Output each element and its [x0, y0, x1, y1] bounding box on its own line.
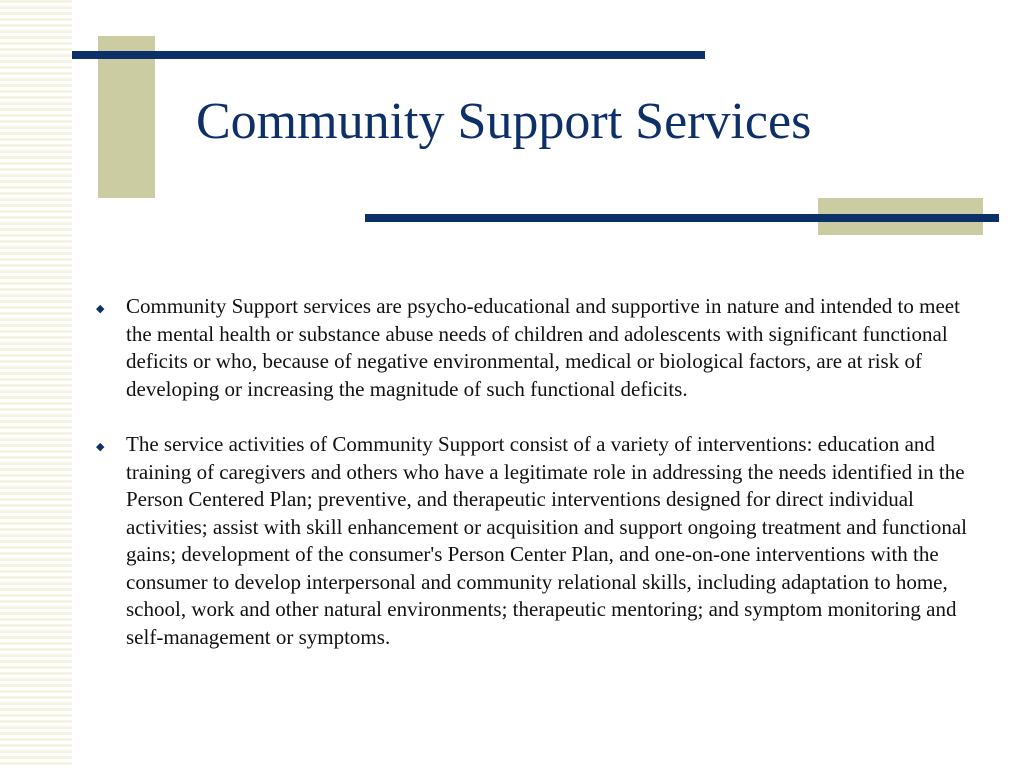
slide-title: Community Support Services [196, 93, 812, 150]
bullet-text: Community Support services are psycho-educational and supportive in nature and intended to meet the mental health or substance abuse needs of children and adolescents with significant functional deficits or who, because of negative environmental, medical or biological factors, are at risk of developing or increasing the magnitude of such functional deficits. [126, 294, 960, 401]
decorative-stripes [0, 0, 72, 768]
diamond-bullet-icon: ◆ [96, 303, 105, 315]
bullet-list [90, 293, 990, 679]
top-rule [72, 51, 705, 59]
bullet-item-intro [90, 293, 990, 403]
bullet-item-activities [90, 431, 990, 651]
diamond-bullet-icon: ◆ [96, 441, 105, 453]
bottom-rule [365, 214, 999, 222]
decorative-block-left [98, 36, 155, 198]
bullet-text: The service activities of Community Support consist of a variety of interventions: education and training of caregivers and others who have a legitimate role in addressing the needs identified in the Person Centered Plan; preventive, and therapeutic interventions designed for direct individual activities; assist with skill enhancement or acquisition and support ongoing treatment and functional gains; development of the consumer's Person Center Plan, and one-on-one interventions with the consumer to develop interpersonal and community relational skills, including adaptation to home, school, work and other natural environments; therapeutic mentoring; and symptom monitoring and self-management or symptoms. [126, 432, 967, 649]
